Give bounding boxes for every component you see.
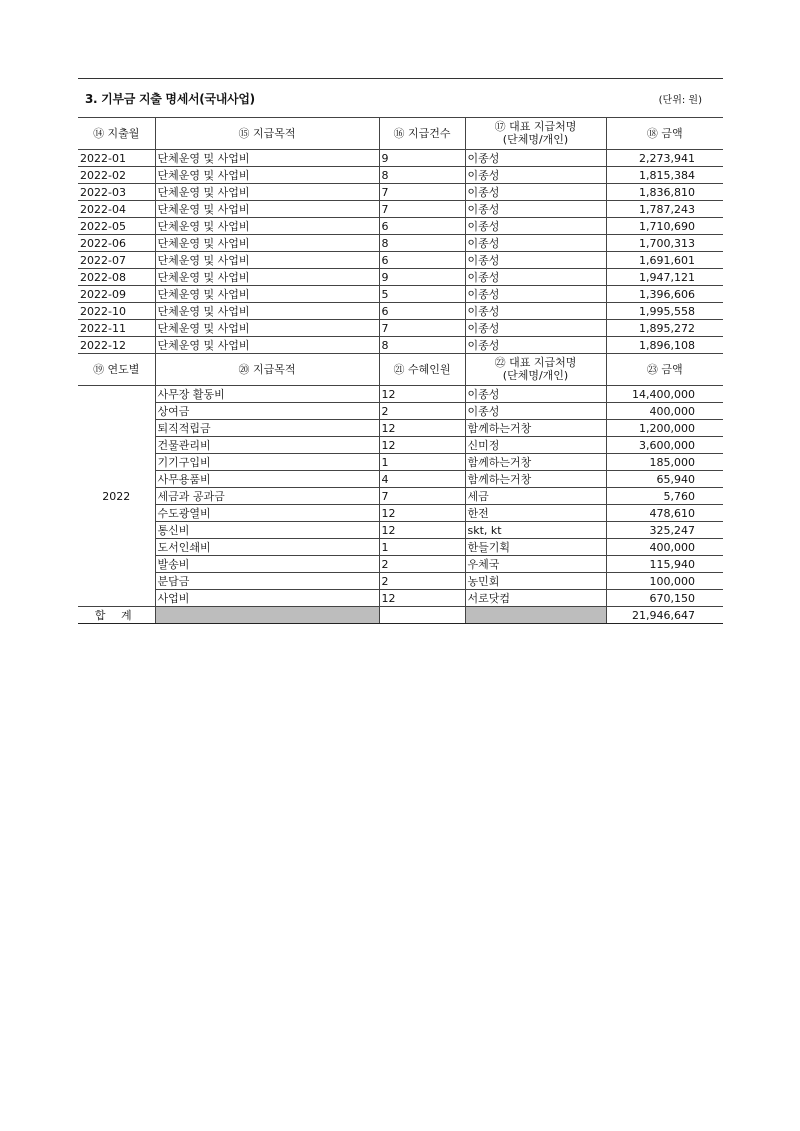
total-amount: 21,946,647: [606, 607, 723, 624]
header-year: ⑲ 연도별: [78, 354, 155, 386]
purpose-cell: 단체운영 및 사업비: [155, 269, 379, 286]
yearly-purpose-cell: 퇴직적립금: [155, 420, 379, 437]
recipient-cell: 이종성: [465, 167, 606, 184]
yearly-row: [78, 505, 723, 522]
purpose-cell: 단체운영 및 사업비: [155, 235, 379, 252]
yearly-row: [78, 488, 723, 505]
yearly-amount-cell: 478,610: [606, 505, 723, 522]
donation-expenditure-table: [78, 117, 723, 624]
beneficiaries-cell: 2: [379, 573, 465, 590]
yearly-amount-cell: 65,940: [606, 471, 723, 488]
purpose-cell: 단체운영 및 사업비: [155, 252, 379, 269]
beneficiaries-cell: 2: [379, 403, 465, 420]
recipient-cell: 이종성: [465, 201, 606, 218]
purpose-cell: 단체운영 및 사업비: [155, 167, 379, 184]
count-cell: 8: [379, 235, 465, 252]
month-cell: 2022-11: [78, 320, 155, 337]
purpose-cell: 단체운영 및 사업비: [155, 184, 379, 201]
yearly-recipient-cell: 함께하는거창: [465, 454, 606, 471]
yearly-recipient-cell: 한전: [465, 505, 606, 522]
yearly-purpose-cell: 수도광열비: [155, 505, 379, 522]
header-purpose: ⑮ 지급목적: [155, 118, 379, 150]
yearly-recipient-cell: 이종성: [465, 403, 606, 420]
year-cell: 2022: [78, 386, 155, 607]
monthly-row: [78, 286, 723, 303]
amount-cell: 1,836,810: [606, 184, 723, 201]
header-recipient: [465, 118, 606, 150]
month-cell: 2022-07: [78, 252, 155, 269]
header-yearly-purpose: ⑳ 지급목적: [155, 354, 379, 386]
monthly-row: [78, 201, 723, 218]
count-cell: 6: [379, 218, 465, 235]
beneficiaries-cell: 7: [379, 488, 465, 505]
beneficiaries-cell: 12: [379, 505, 465, 522]
amount-cell: 2,273,941: [606, 150, 723, 167]
header-amount: ⑱ 금액: [606, 118, 723, 150]
total-row: [78, 607, 723, 624]
yearly-row: [78, 403, 723, 420]
recipient-cell: 이종성: [465, 303, 606, 320]
amount-cell: 1,896,108: [606, 337, 723, 354]
month-cell: 2022-12: [78, 337, 155, 354]
recipient-cell: 이종성: [465, 269, 606, 286]
monthly-row: [78, 337, 723, 354]
month-cell: 2022-03: [78, 184, 155, 201]
monthly-row: [78, 320, 723, 337]
yearly-amount-cell: 14,400,000: [606, 386, 723, 403]
purpose-cell: 단체운영 및 사업비: [155, 150, 379, 167]
monthly-row: [78, 150, 723, 167]
yearly-header-row: [78, 354, 723, 386]
purpose-cell: 단체운영 및 사업비: [155, 337, 379, 354]
beneficiaries-cell: 4: [379, 471, 465, 488]
header-beneficiaries: ㉑ 수혜인원: [379, 354, 465, 386]
top-rule: [78, 78, 723, 79]
recipient-cell: 이종성: [465, 286, 606, 303]
recipient-cell: 이종성: [465, 235, 606, 252]
purpose-cell: 단체운영 및 사업비: [155, 286, 379, 303]
yearly-amount-cell: 400,000: [606, 539, 723, 556]
amount-cell: 1,815,384: [606, 167, 723, 184]
recipient-cell: 이종성: [465, 184, 606, 201]
beneficiaries-cell: 1: [379, 539, 465, 556]
yearly-recipient-cell: 함께하는거창: [465, 471, 606, 488]
amount-cell: 1,691,601: [606, 252, 723, 269]
yearly-row: [78, 437, 723, 454]
yearly-purpose-cell: 분담금: [155, 573, 379, 590]
yearly-purpose-cell: 통신비: [155, 522, 379, 539]
total-blank-beneficiaries: [379, 607, 465, 624]
beneficiaries-cell: 12: [379, 420, 465, 437]
recipient-cell: 이종성: [465, 150, 606, 167]
yearly-recipient-cell: 우체국: [465, 556, 606, 573]
yearly-purpose-cell: 사무용품비: [155, 471, 379, 488]
yearly-amount-cell: 100,000: [606, 573, 723, 590]
count-cell: 7: [379, 184, 465, 201]
monthly-row: [78, 184, 723, 201]
month-cell: 2022-01: [78, 150, 155, 167]
yearly-purpose-cell: 사업비: [155, 590, 379, 607]
yearly-amount-cell: 3,600,000: [606, 437, 723, 454]
monthly-row: [78, 167, 723, 184]
header-recipient-line2: (단체명/개인): [502, 132, 569, 146]
amount-cell: 1,995,558: [606, 303, 723, 320]
recipient-cell: 이종성: [465, 337, 606, 354]
total-blank-purpose: [155, 607, 379, 624]
monthly-row: [78, 269, 723, 286]
yearly-recipient-cell: skt, kt: [465, 522, 606, 539]
yearly-row: [78, 590, 723, 607]
beneficiaries-cell: 12: [379, 386, 465, 403]
yearly-amount-cell: 325,247: [606, 522, 723, 539]
header-count: ⑯ 지급건수: [379, 118, 465, 150]
yearly-row: [78, 420, 723, 437]
monthly-header-row: [78, 118, 723, 150]
count-cell: 7: [379, 320, 465, 337]
yearly-amount-cell: 115,940: [606, 556, 723, 573]
yearly-recipient-cell: 농민회: [465, 573, 606, 590]
yearly-amount-cell: 400,000: [606, 403, 723, 420]
yearly-purpose-cell: 상여금: [155, 403, 379, 420]
purpose-cell: 단체운영 및 사업비: [155, 320, 379, 337]
month-cell: 2022-05: [78, 218, 155, 235]
document-title: 3. 기부금 지출 명세서(국내사업): [85, 92, 255, 106]
amount-cell: 1,895,272: [606, 320, 723, 337]
yearly-row: [78, 573, 723, 590]
header-month: ⑭ 지출월: [78, 118, 155, 150]
yearly-row: [78, 386, 723, 403]
beneficiaries-cell: 12: [379, 590, 465, 607]
beneficiaries-cell: 12: [379, 522, 465, 539]
recipient-cell: 이종성: [465, 252, 606, 269]
month-cell: 2022-10: [78, 303, 155, 320]
yearly-amount-cell: 670,150: [606, 590, 723, 607]
month-cell: 2022-02: [78, 167, 155, 184]
amount-cell: 1,787,243: [606, 201, 723, 218]
yearly-amount-cell: 185,000: [606, 454, 723, 471]
yearly-row: [78, 471, 723, 488]
amount-cell: 1,710,690: [606, 218, 723, 235]
yearly-row: [78, 539, 723, 556]
amount-cell: 1,947,121: [606, 269, 723, 286]
header-yearly-recipient-line2: (단체명/개인): [502, 368, 569, 382]
monthly-row: [78, 252, 723, 269]
yearly-row: [78, 522, 723, 539]
count-cell: 8: [379, 337, 465, 354]
yearly-purpose-cell: 세금과 공과금: [155, 488, 379, 505]
yearly-recipient-cell: 한들기획: [465, 539, 606, 556]
yearly-row: [78, 454, 723, 471]
header-yearly-recipient-line1: ㉒ 대표 지급처명: [494, 355, 577, 369]
header-yearly-amount: ㉓ 금액: [606, 354, 723, 386]
yearly-purpose-cell: 기기구입비: [155, 454, 379, 471]
monthly-row: [78, 235, 723, 252]
yearly-purpose-cell: 도서인쇄비: [155, 539, 379, 556]
month-cell: 2022-08: [78, 269, 155, 286]
monthly-row: [78, 303, 723, 320]
month-cell: 2022-09: [78, 286, 155, 303]
month-cell: 2022-04: [78, 201, 155, 218]
count-cell: 6: [379, 252, 465, 269]
total-label: 합 계: [78, 607, 155, 624]
header-recipient-line1: ⑰ 대표 지급처명: [494, 119, 577, 133]
count-cell: 6: [379, 303, 465, 320]
beneficiaries-cell: 12: [379, 437, 465, 454]
yearly-amount-cell: 5,760: [606, 488, 723, 505]
amount-cell: 1,396,606: [606, 286, 723, 303]
monthly-row: [78, 218, 723, 235]
purpose-cell: 단체운영 및 사업비: [155, 218, 379, 235]
total-blank-recipient: [465, 607, 606, 624]
beneficiaries-cell: 2: [379, 556, 465, 573]
yearly-recipient-cell: 함께하는거창: [465, 420, 606, 437]
yearly-recipient-cell: 이종성: [465, 386, 606, 403]
recipient-cell: 이종성: [465, 320, 606, 337]
yearly-purpose-cell: 건물관리비: [155, 437, 379, 454]
beneficiaries-cell: 1: [379, 454, 465, 471]
yearly-purpose-cell: 발송비: [155, 556, 379, 573]
amount-cell: 1,700,313: [606, 235, 723, 252]
count-cell: 7: [379, 201, 465, 218]
count-cell: 9: [379, 269, 465, 286]
count-cell: 9: [379, 150, 465, 167]
header-yearly-recipient: [465, 354, 606, 386]
purpose-cell: 단체운영 및 사업비: [155, 201, 379, 218]
count-cell: 8: [379, 167, 465, 184]
purpose-cell: 단체운영 및 사업비: [155, 303, 379, 320]
yearly-recipient-cell: 신미정: [465, 437, 606, 454]
month-cell: 2022-06: [78, 235, 155, 252]
yearly-row: [78, 556, 723, 573]
unit-label: (단위: 원): [658, 95, 702, 106]
yearly-recipient-cell: 서로닷컴: [465, 590, 606, 607]
recipient-cell: 이종성: [465, 218, 606, 235]
yearly-amount-cell: 1,200,000: [606, 420, 723, 437]
count-cell: 5: [379, 286, 465, 303]
yearly-recipient-cell: 세금: [465, 488, 606, 505]
yearly-purpose-cell: 사무장 활동비: [155, 386, 379, 403]
